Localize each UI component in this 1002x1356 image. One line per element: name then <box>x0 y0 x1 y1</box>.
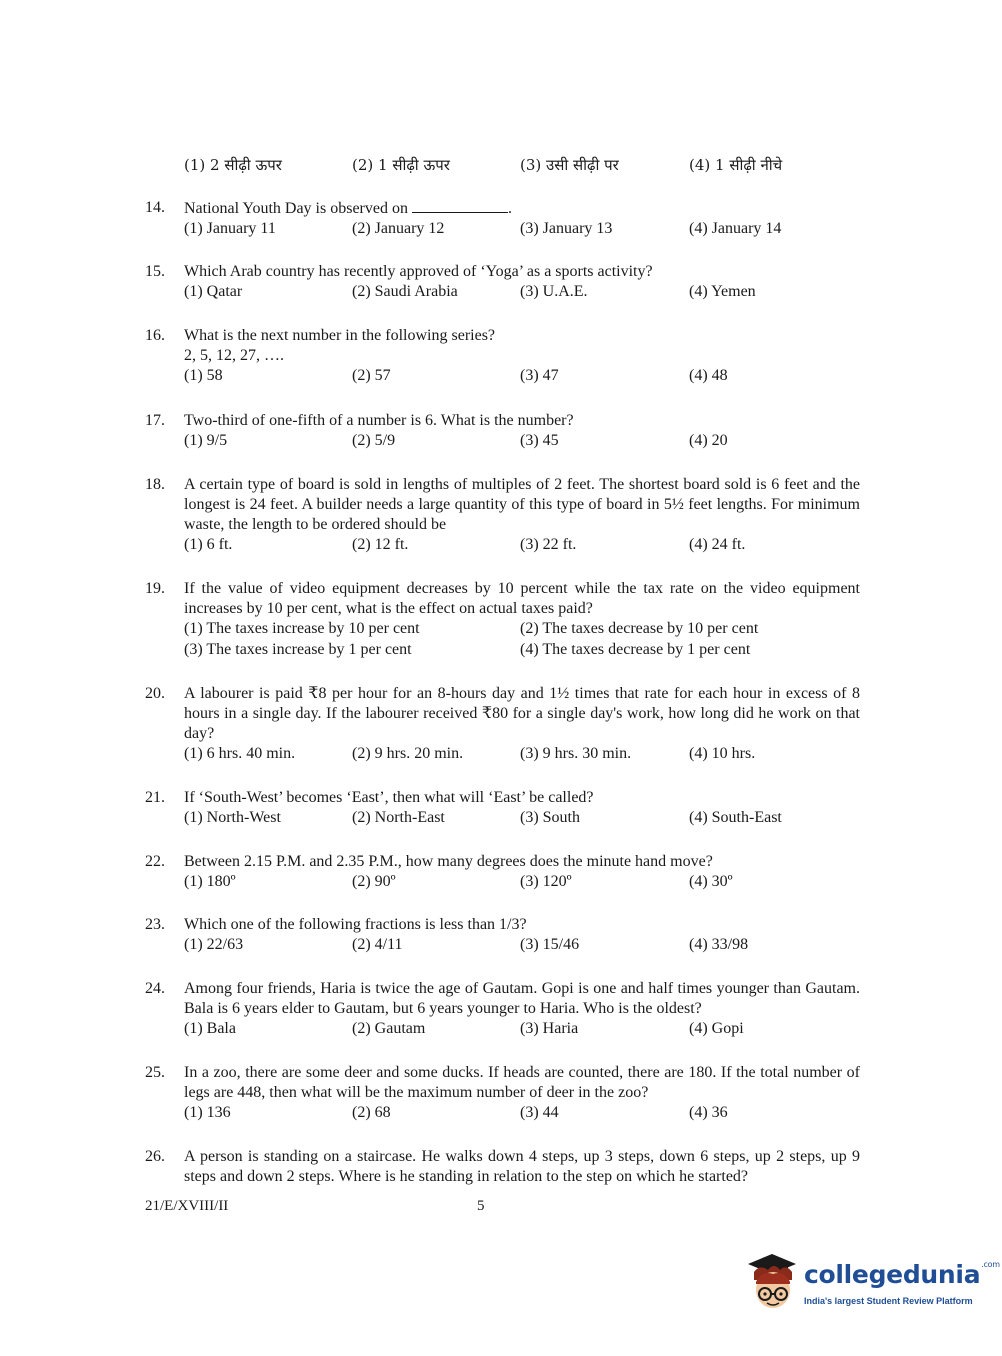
option-3: (3) उसी सीढ़ी पर <box>520 156 619 174</box>
question-text: Two-third of one-fifth of a number is 6. What is the number? <box>184 412 574 429</box>
collegedunia-watermark <box>742 1250 1000 1320</box>
mascot-logo-icon <box>742 1250 804 1316</box>
option-2: (2) Gautam <box>352 1020 426 1037</box>
option-2: (2) January 12 <box>352 220 445 237</box>
option-3: (3) 15/46 <box>520 936 580 953</box>
question-number: 17. <box>145 412 165 429</box>
question-number: 14. <box>145 199 165 216</box>
paper-code: 21/E/XVIII/II <box>145 1198 229 1214</box>
question-22 <box>145 852 860 893</box>
options-row-1 <box>184 619 860 640</box>
brand-name <box>804 1260 1000 1290</box>
option-2: (2) 90º <box>352 873 396 890</box>
option-3: (3) U.A.E. <box>520 283 588 300</box>
option-3: (3) The taxes increase by 1 per cent <box>184 641 412 658</box>
question-number: 24. <box>145 980 165 997</box>
question-text: Among four friends, Haria is twice the age of Gautam. Gopi is one and half times younger than Gautam. Bala is 6 years elder to Gautam, but 6 years younger to Haria. Who is the oldest? <box>184 980 860 1017</box>
option-1: (1) The taxes increase by 10 per cent <box>184 620 420 637</box>
question-21 <box>145 788 860 829</box>
options <box>184 744 860 765</box>
options <box>184 431 860 452</box>
question-25 <box>145 1063 860 1124</box>
question-text: A labourer is paid ₹8 per hour for an 8-hours day and 1½ times that rate for each hour in excess of 8 hours in a single day. If the labourer received ₹80 for a single day's work, how long did he work on that day? <box>184 685 860 742</box>
question-19 <box>145 579 860 661</box>
answer-blank <box>412 198 508 213</box>
option-4: (4) 20 <box>689 432 728 449</box>
option-2: (2) 57 <box>352 367 391 384</box>
options <box>184 219 860 240</box>
option-3: (3) 120º <box>520 873 572 890</box>
question-number: 16. <box>145 327 165 344</box>
question-text: A person is standing on a staircase. He walks down 4 steps, up 3 steps, down 6 steps, up 2 steps, up 9 steps and down 2 steps. Where is he standing in relation to the step on which he started? <box>184 1148 860 1185</box>
question-number: 20. <box>145 685 165 702</box>
option-3: (3) South <box>520 809 580 826</box>
option-1: (1) 9/5 <box>184 432 228 449</box>
question-18 <box>145 475 860 556</box>
question-stem: National Youth Day is observed on <box>184 200 408 217</box>
option-1: (1) Bala <box>184 1020 236 1037</box>
question-14 <box>145 198 860 240</box>
question-number: 18. <box>145 476 165 493</box>
question-text: If the value of video equipment decreases by 10 percent while the tax rate on the video equipment increases by 10 per cent, what is the effect on actual taxes paid? <box>184 580 860 617</box>
series-line: 2, 5, 12, 27, …. <box>184 347 284 364</box>
question-number: 25. <box>145 1064 165 1081</box>
option-3: (3) January 13 <box>520 220 613 237</box>
option-4: (4) 30º <box>689 873 733 890</box>
option-1: (1) Qatar <box>184 283 243 300</box>
option-4: (4) 24 ft. <box>689 536 746 553</box>
option-3: (3) 44 <box>520 1104 559 1121</box>
option-4: (4) Gopi <box>689 1020 744 1037</box>
option-2: (2) 1 सीढ़ी ऊपर <box>352 156 450 174</box>
options <box>184 935 860 956</box>
options <box>184 282 860 303</box>
option-2: (2) 68 <box>352 1104 391 1121</box>
brand-com: .com <box>981 1260 1000 1269</box>
option-3: (3) Haria <box>520 1020 579 1037</box>
option-4: (4) 33/98 <box>689 936 749 953</box>
question-text: If ‘South-West’ becomes ‘East’, then what will ‘East’ be called? <box>184 789 594 806</box>
page-number: 5 <box>477 1198 485 1214</box>
question-number: 22. <box>145 853 165 870</box>
option-4: (4) 36 <box>689 1104 728 1121</box>
option-4: (4) 10 hrs. <box>689 745 756 762</box>
option-3: (3) 22 ft. <box>520 536 577 553</box>
question-number: 19. <box>145 580 165 597</box>
option-2: (2) The taxes decrease by 10 per cent <box>520 620 759 637</box>
question-23 <box>145 915 860 956</box>
question-text: Between 2.15 P.M. and 2.35 P.M., how many degrees does the minute hand move? <box>184 853 713 870</box>
question-text: A certain type of board is sold in lengths of multiples of 2 feet. The shortest board sold is 6 feet and the longest is 24 feet. A builder needs a large quantity of this type of board in 5½ feet lengths. For minimum waste, the length to be ordered should be <box>184 476 860 533</box>
option-4: (4) 48 <box>689 367 728 384</box>
option-1: (1) January 11 <box>184 220 276 237</box>
options <box>184 535 860 556</box>
option-1: (1) 22/63 <box>184 936 244 953</box>
option-2: (2) 12 ft. <box>352 536 409 553</box>
question-15 <box>145 262 860 303</box>
option-3: (3) 9 hrs. 30 min. <box>520 745 632 762</box>
question-number: 26. <box>145 1148 165 1165</box>
option-2: (2) Saudi Arabia <box>352 283 458 300</box>
options <box>184 808 860 829</box>
options <box>184 1019 860 1040</box>
option-4: (4) Yemen <box>689 283 756 300</box>
question-number: 15. <box>145 263 165 280</box>
option-1: (1) 6 hrs. 40 min. <box>184 745 296 762</box>
question-text: In a zoo, there are some deer and some ducks. If heads are counted, there are 180. If the total number of legs are 448, then what will be the maximum number of deer in the zoo? <box>184 1064 860 1101</box>
question-17 <box>145 411 860 452</box>
question-text: Which Arab country has recently approved of ‘Yoga’ as a sports activity? <box>184 263 653 280</box>
question-number: 21. <box>145 789 165 806</box>
options <box>184 366 860 387</box>
question-text: Which one of the following fractions is less than 1/3? <box>184 916 527 933</box>
q13-options <box>184 155 864 175</box>
options <box>184 872 860 893</box>
options <box>184 1103 860 1124</box>
option-2: (2) North-East <box>352 809 445 826</box>
option-1: (1) North-West <box>184 809 281 826</box>
options-row-2 <box>184 640 860 661</box>
option-1: (1) 136 <box>184 1104 231 1121</box>
question-20 <box>145 684 860 765</box>
option-4: (4) January 14 <box>689 220 782 237</box>
option-3: (3) 47 <box>520 367 559 384</box>
question-26 <box>145 1147 860 1187</box>
question-24 <box>145 979 860 1040</box>
option-2: (2) 9 hrs. 20 min. <box>352 745 464 762</box>
option-4: (4) South-East <box>689 809 782 826</box>
question-number: 23. <box>145 916 165 933</box>
option-1: (1) 58 <box>184 367 223 384</box>
question-suffix: . <box>507 200 512 217</box>
brand-wordmark: collegedunia <box>804 1260 981 1289</box>
question-text <box>184 198 860 219</box>
option-1: (1) 6 ft. <box>184 536 233 553</box>
option-1: (1) 180º <box>184 873 236 890</box>
option-2: (2) 5/9 <box>352 432 396 449</box>
option-2: (2) 4/11 <box>352 936 403 953</box>
brand-tagline: India's largest Student Review Platform <box>804 1296 973 1306</box>
question-16 <box>145 326 860 387</box>
option-1: (1) 2 सीढ़ी ऊपर <box>184 156 282 174</box>
question-text: What is the next number in the following series? <box>184 327 496 344</box>
option-4: (4) 1 सीढ़ी नीचे <box>689 156 783 174</box>
option-4: (4) The taxes decrease by 1 per cent <box>520 641 751 658</box>
option-3: (3) 45 <box>520 432 559 449</box>
